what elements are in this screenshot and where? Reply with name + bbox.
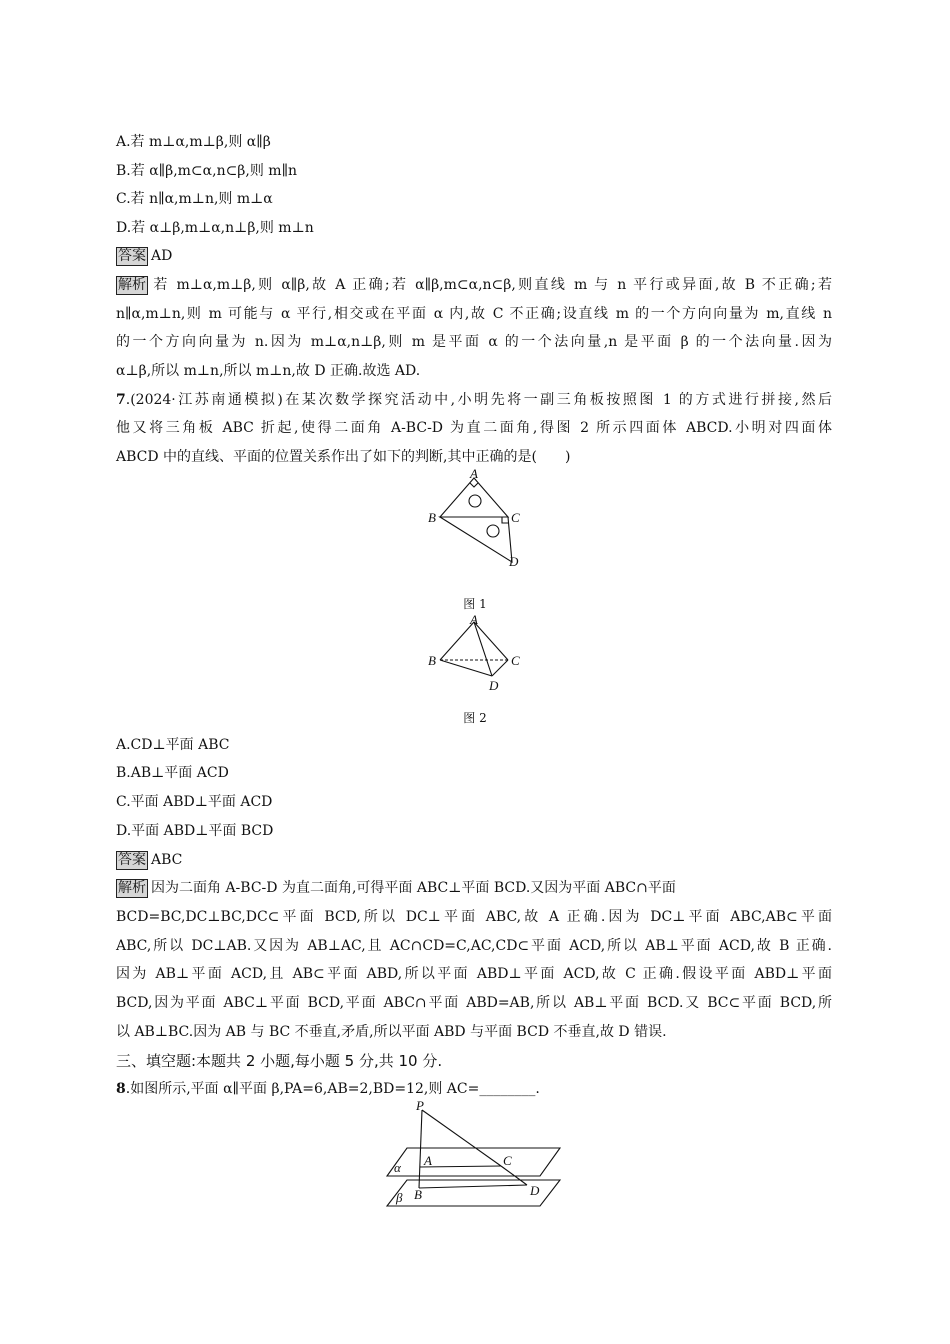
edge-bd (440, 660, 492, 676)
q7-number: 7 (116, 392, 126, 408)
answer-tag: 答案 (118, 248, 146, 264)
q8-number: 8 (116, 1081, 126, 1097)
line-ac (420, 1166, 501, 1167)
fig1-label-c: C (511, 510, 520, 525)
q6-analysis-line-3: 的一个方向向量为 n.因为 m⊥α,n⊥β,则 m 是平面 α 的一个法向量,n 是平面 β 的一个法向量.因为 (116, 334, 832, 350)
q8-label-p: P (416, 1098, 424, 1113)
triangle-hole-1 (469, 495, 481, 507)
fig2-label-d: D (489, 678, 499, 693)
triangle-abc (440, 478, 508, 517)
q8-label-a: A (424, 1153, 432, 1168)
q6-option-c: C.若 n∥α,m⊥n,则 m⊥α (116, 191, 273, 207)
q7-figure-2 (420, 612, 530, 694)
edge-ac (474, 622, 508, 660)
edge-cd (492, 660, 508, 676)
q6-option-a: A.若 m⊥α,m⊥β,则 α∥β (116, 134, 271, 150)
q7-analysis-line-6: 以 AB⊥BC.因为 AB 与 BC 不垂直,矛盾,所以平面 ABD 与平面 BCD 不垂直,故 D 错误. (116, 1024, 667, 1040)
q7-answer-row (116, 850, 182, 870)
q6-answer-value: AD (151, 248, 173, 264)
triangle-bcd (440, 517, 512, 562)
q7-stem-line-3: ABCD 中的直线、平面的位置关系作出了如下的判断,其中正确的是( ) (116, 449, 571, 465)
q7-figure-1-caption: 图 1 (463, 597, 487, 611)
fig2-label-c: C (511, 653, 520, 668)
triangle-hole-2 (487, 525, 499, 537)
analysis-tag: 解析 (118, 880, 146, 896)
fig1-label-a: A (470, 466, 478, 481)
q8-figure (380, 1098, 570, 1210)
right-angle-mark-c (502, 517, 508, 523)
q8-stem: 8.如图所示,平面 α∥平面 β,PA=6,AB=2,BD=12,则 AC=________. (116, 1081, 540, 1097)
line-bd (419, 1185, 527, 1188)
q6-answer-row (116, 246, 172, 266)
q7-figure-1 (420, 466, 530, 572)
q7-analysis-line-5: BCD,因为平面 ABC⊥平面 BCD,平面 ABC∩平面 ABD=AB,所以 AB⊥平面 BCD.又 BC⊂平面 BCD,所 (116, 995, 832, 1011)
fig1-label-b: B (428, 510, 436, 525)
q8-label-d: D (530, 1183, 540, 1198)
q7-analysis-line-4: 因为 AB⊥平面 ACD,且 AB⊂平面 ABD,所以平面 ABD⊥平面 ACD,故 C 正确.假设平面 ABD⊥平面 (116, 966, 832, 982)
q7-answer-value: ABC (151, 852, 183, 868)
line-pc (422, 1110, 501, 1166)
q8-label-c: C (503, 1153, 512, 1168)
edge-ad (474, 622, 492, 676)
q6-option-d: D.若 α⊥β,m⊥α,n⊥β,则 m⊥n (116, 220, 314, 236)
q8-label-beta: β (396, 1190, 403, 1205)
answer-tag: 答案 (118, 852, 146, 868)
plane-alpha (387, 1148, 560, 1176)
q7-figure-2-caption: 图 2 (463, 711, 487, 725)
q6-option-b: B.若 α∥β,m⊂α,n⊂β,则 m∥n (116, 163, 298, 179)
q8-label-b: B (414, 1187, 422, 1202)
fig1-label-d: D (509, 554, 519, 569)
q7-analysis-line-1: 解析 因为二面角 A-BC-D 为直二面角,可得平面 ABC⊥平面 BCD.又因为平面 ABC∩平面 (118, 880, 676, 896)
section-heading-fill-in: 三、填空题:本题共 2 小题,每小题 5 分,共 10 分. (116, 1052, 443, 1070)
fig2-label-b: B (428, 653, 436, 668)
q7-option-a: A.CD⊥平面 ABC (116, 737, 230, 753)
q7-stem-line-2: 他又将三角板 ABC 折起,使得二面角 A-BC-D 为直二面角,得图 2 所示四面体 ABCD.小明对四面体 (116, 420, 832, 436)
q6-analysis-line-4: α⊥β,所以 m⊥n,所以 m⊥n,故 D 正确.故选 AD. (116, 363, 421, 379)
fig2-label-a: A (470, 612, 478, 627)
q8-label-alpha: α (394, 1160, 401, 1175)
q7-option-b: B.AB⊥平面 ACD (116, 765, 229, 781)
right-angle-mark-a (470, 483, 478, 487)
q7-analysis-line-3: ABC,所以 DC⊥AB.又因为 AB⊥AC,且 AC∩CD=C,AC,CD⊂平面 ACD,所以 AB⊥平面 ACD,故 B 正确. (116, 938, 832, 954)
q7-option-d: D.平面 ABD⊥平面 BCD (116, 823, 274, 839)
edge-ab (440, 622, 474, 660)
q6-analysis-line-1: 解析 若 m⊥α,m⊥β,则 α∥β,故 A 正确;若 α∥β,m⊂α,n⊂β,则直线 m 与 n 平行或异面,故 B 不正确;若 (118, 277, 832, 293)
analysis-tag: 解析 (118, 277, 146, 293)
q7-option-c: C.平面 ABD⊥平面 ACD (116, 794, 273, 810)
q6-analysis-line-2: n∥α,m⊥n,则 m 可能与 α 平行,相交或在平面 α 内,故 C 不正确;设直线 m 的一个方向向量为 m,直线 n (116, 306, 832, 322)
q7-analysis-line-2: BCD=BC,DC⊥BC,DC⊂平面 BCD,所以 DC⊥平面 ABC,故 A 正确.因为 DC⊥平面 ABC,AB⊂平面 (116, 909, 832, 925)
q7-stem-line-1: 7.(2024·江苏南通模拟)在某次数学探究活动中,小明先将一副三角板按照图 1 的方式进行拼接,然后 (116, 392, 832, 408)
